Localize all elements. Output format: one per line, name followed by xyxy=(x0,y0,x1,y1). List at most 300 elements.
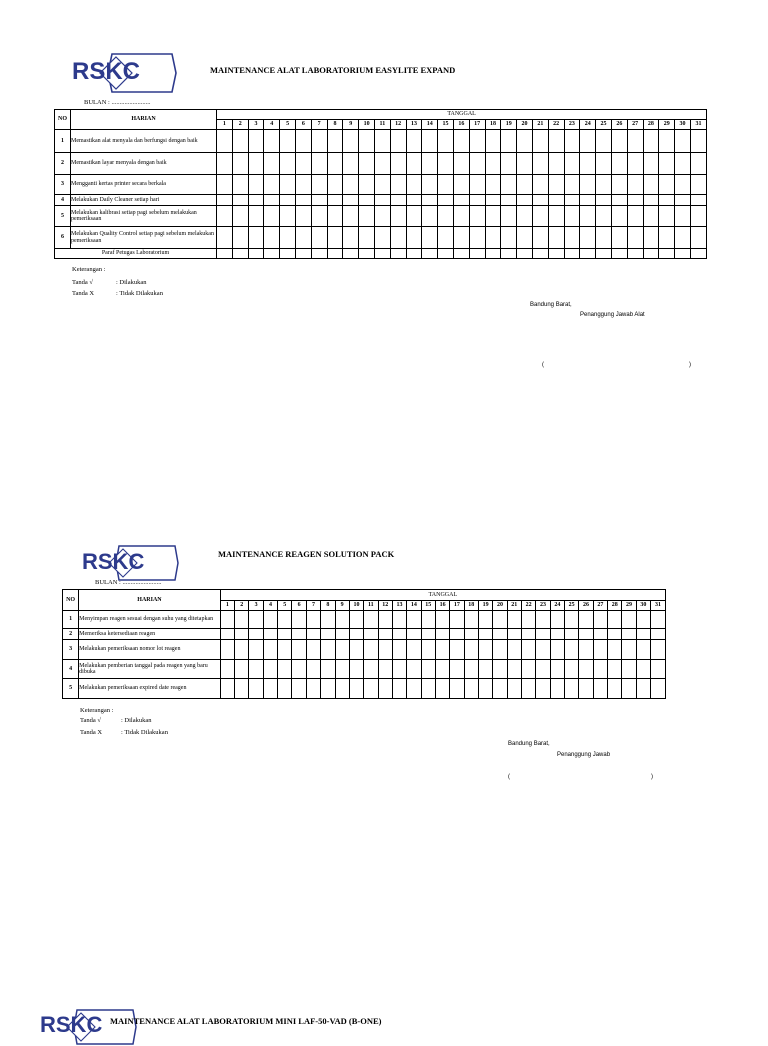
check-cell[interactable] xyxy=(235,660,249,679)
check-cell[interactable] xyxy=(565,640,579,660)
check-cell[interactable] xyxy=(249,640,263,660)
check-cell[interactable] xyxy=(390,130,406,153)
check-cell[interactable] xyxy=(406,195,422,206)
check-cell[interactable] xyxy=(453,206,469,227)
check-cell[interactable] xyxy=(407,660,421,679)
check-cell[interactable] xyxy=(264,175,280,195)
check-cell[interactable] xyxy=(278,679,292,699)
check-cell[interactable] xyxy=(501,130,517,153)
check-cell[interactable] xyxy=(422,227,438,249)
check-cell[interactable] xyxy=(280,130,296,153)
check-cell[interactable] xyxy=(611,227,627,249)
check-cell[interactable] xyxy=(507,629,521,640)
check-cell[interactable] xyxy=(421,679,435,699)
check-cell[interactable] xyxy=(493,660,507,679)
check-cell[interactable] xyxy=(327,206,343,227)
check-cell[interactable] xyxy=(493,640,507,660)
check-cell[interactable] xyxy=(435,660,449,679)
check-cell[interactable] xyxy=(485,153,501,175)
check-cell[interactable] xyxy=(343,130,359,153)
check-cell[interactable] xyxy=(501,206,517,227)
check-cell[interactable] xyxy=(501,249,517,259)
check-cell[interactable] xyxy=(517,249,533,259)
check-cell[interactable] xyxy=(217,153,233,175)
check-cell[interactable] xyxy=(478,660,492,679)
check-cell[interactable] xyxy=(217,206,233,227)
check-cell[interactable] xyxy=(422,249,438,259)
check-cell[interactable] xyxy=(232,206,248,227)
check-cell[interactable] xyxy=(659,206,675,227)
check-cell[interactable] xyxy=(335,640,349,660)
check-cell[interactable] xyxy=(550,640,564,660)
check-cell[interactable] xyxy=(611,206,627,227)
check-cell[interactable] xyxy=(636,640,650,660)
check-cell[interactable] xyxy=(690,195,706,206)
check-cell[interactable] xyxy=(596,206,612,227)
check-cell[interactable] xyxy=(359,153,375,175)
check-cell[interactable] xyxy=(579,640,593,660)
check-cell[interactable] xyxy=(548,153,564,175)
check-cell[interactable] xyxy=(406,153,422,175)
check-cell[interactable] xyxy=(248,195,264,206)
check-cell[interactable] xyxy=(364,660,378,679)
check-cell[interactable] xyxy=(220,679,234,699)
check-cell[interactable] xyxy=(593,679,607,699)
check-cell[interactable] xyxy=(249,660,263,679)
check-cell[interactable] xyxy=(564,227,580,249)
check-cell[interactable] xyxy=(421,660,435,679)
check-cell[interactable] xyxy=(249,679,263,699)
check-cell[interactable] xyxy=(343,227,359,249)
check-cell[interactable] xyxy=(611,249,627,259)
check-cell[interactable] xyxy=(280,227,296,249)
check-cell[interactable] xyxy=(343,249,359,259)
check-cell[interactable] xyxy=(536,660,550,679)
check-cell[interactable] xyxy=(548,130,564,153)
check-cell[interactable] xyxy=(464,611,478,629)
check-cell[interactable] xyxy=(264,249,280,259)
check-cell[interactable] xyxy=(421,640,435,660)
check-cell[interactable] xyxy=(579,679,593,699)
check-cell[interactable] xyxy=(611,195,627,206)
check-cell[interactable] xyxy=(548,175,564,195)
check-cell[interactable] xyxy=(438,206,454,227)
check-cell[interactable] xyxy=(280,175,296,195)
check-cell[interactable] xyxy=(374,227,390,249)
check-cell[interactable] xyxy=(292,640,306,660)
check-cell[interactable] xyxy=(292,660,306,679)
check-cell[interactable] xyxy=(248,227,264,249)
check-cell[interactable] xyxy=(220,629,234,640)
check-cell[interactable] xyxy=(327,153,343,175)
check-cell[interactable] xyxy=(636,629,650,640)
check-cell[interactable] xyxy=(235,640,249,660)
check-cell[interactable] xyxy=(675,175,691,195)
check-cell[interactable] xyxy=(321,640,335,660)
check-cell[interactable] xyxy=(435,629,449,640)
check-cell[interactable] xyxy=(453,175,469,195)
check-cell[interactable] xyxy=(517,195,533,206)
check-cell[interactable] xyxy=(622,640,636,660)
check-cell[interactable] xyxy=(643,175,659,195)
check-cell[interactable] xyxy=(478,629,492,640)
check-cell[interactable] xyxy=(421,611,435,629)
check-cell[interactable] xyxy=(407,611,421,629)
check-cell[interactable] xyxy=(327,175,343,195)
check-cell[interactable] xyxy=(627,195,643,206)
check-cell[interactable] xyxy=(438,175,454,195)
check-cell[interactable] xyxy=(327,249,343,259)
check-cell[interactable] xyxy=(232,153,248,175)
check-cell[interactable] xyxy=(295,249,311,259)
check-cell[interactable] xyxy=(438,249,454,259)
check-cell[interactable] xyxy=(517,130,533,153)
check-cell[interactable] xyxy=(343,195,359,206)
check-cell[interactable] xyxy=(611,130,627,153)
check-cell[interactable] xyxy=(232,227,248,249)
check-cell[interactable] xyxy=(232,195,248,206)
check-cell[interactable] xyxy=(690,130,706,153)
check-cell[interactable] xyxy=(636,660,650,679)
check-cell[interactable] xyxy=(579,660,593,679)
check-cell[interactable] xyxy=(517,153,533,175)
check-cell[interactable] xyxy=(280,249,296,259)
check-cell[interactable] xyxy=(565,611,579,629)
check-cell[interactable] xyxy=(292,679,306,699)
check-cell[interactable] xyxy=(690,175,706,195)
check-cell[interactable] xyxy=(438,153,454,175)
check-cell[interactable] xyxy=(564,249,580,259)
check-cell[interactable] xyxy=(659,175,675,195)
check-cell[interactable] xyxy=(517,175,533,195)
check-cell[interactable] xyxy=(622,660,636,679)
check-cell[interactable] xyxy=(406,175,422,195)
check-cell[interactable] xyxy=(675,153,691,175)
check-cell[interactable] xyxy=(580,249,596,259)
check-cell[interactable] xyxy=(548,206,564,227)
check-cell[interactable] xyxy=(217,130,233,153)
check-cell[interactable] xyxy=(295,130,311,153)
check-cell[interactable] xyxy=(364,611,378,629)
check-cell[interactable] xyxy=(349,640,363,660)
check-cell[interactable] xyxy=(438,195,454,206)
check-cell[interactable] xyxy=(485,130,501,153)
check-cell[interactable] xyxy=(349,629,363,640)
check-cell[interactable] xyxy=(378,611,392,629)
check-cell[interactable] xyxy=(464,629,478,640)
check-cell[interactable] xyxy=(659,227,675,249)
check-cell[interactable] xyxy=(532,130,548,153)
check-cell[interactable] xyxy=(593,611,607,629)
check-cell[interactable] xyxy=(593,629,607,640)
check-cell[interactable] xyxy=(321,611,335,629)
check-cell[interactable] xyxy=(464,679,478,699)
check-cell[interactable] xyxy=(580,227,596,249)
check-cell[interactable] xyxy=(378,640,392,660)
check-cell[interactable] xyxy=(248,249,264,259)
check-cell[interactable] xyxy=(469,195,485,206)
check-cell[interactable] xyxy=(636,679,650,699)
check-cell[interactable] xyxy=(263,640,277,660)
check-cell[interactable] xyxy=(292,611,306,629)
check-cell[interactable] xyxy=(235,679,249,699)
check-cell[interactable] xyxy=(422,206,438,227)
check-cell[interactable] xyxy=(280,206,296,227)
check-cell[interactable] xyxy=(450,640,464,660)
check-cell[interactable] xyxy=(608,679,622,699)
check-cell[interactable] xyxy=(485,195,501,206)
check-cell[interactable] xyxy=(292,629,306,640)
check-cell[interactable] xyxy=(564,175,580,195)
check-cell[interactable] xyxy=(343,206,359,227)
check-cell[interactable] xyxy=(453,227,469,249)
check-cell[interactable] xyxy=(264,195,280,206)
check-cell[interactable] xyxy=(217,249,233,259)
check-cell[interactable] xyxy=(464,640,478,660)
check-cell[interactable] xyxy=(390,195,406,206)
check-cell[interactable] xyxy=(311,206,327,227)
check-cell[interactable] xyxy=(548,227,564,249)
check-cell[interactable] xyxy=(469,153,485,175)
check-cell[interactable] xyxy=(593,640,607,660)
check-cell[interactable] xyxy=(295,195,311,206)
check-cell[interactable] xyxy=(507,660,521,679)
check-cell[interactable] xyxy=(507,611,521,629)
check-cell[interactable] xyxy=(521,611,535,629)
check-cell[interactable] xyxy=(364,640,378,660)
check-cell[interactable] xyxy=(295,153,311,175)
check-cell[interactable] xyxy=(627,249,643,259)
check-cell[interactable] xyxy=(392,629,406,640)
check-cell[interactable] xyxy=(453,195,469,206)
check-cell[interactable] xyxy=(659,130,675,153)
check-cell[interactable] xyxy=(374,195,390,206)
check-cell[interactable] xyxy=(406,249,422,259)
check-cell[interactable] xyxy=(435,640,449,660)
check-cell[interactable] xyxy=(536,679,550,699)
check-cell[interactable] xyxy=(232,130,248,153)
check-cell[interactable] xyxy=(675,130,691,153)
check-cell[interactable] xyxy=(608,640,622,660)
check-cell[interactable] xyxy=(532,153,548,175)
check-cell[interactable] xyxy=(564,153,580,175)
check-cell[interactable] xyxy=(359,249,375,259)
check-cell[interactable] xyxy=(580,130,596,153)
check-cell[interactable] xyxy=(406,227,422,249)
check-cell[interactable] xyxy=(378,660,392,679)
check-cell[interactable] xyxy=(469,227,485,249)
check-cell[interactable] xyxy=(306,611,320,629)
check-cell[interactable] xyxy=(435,679,449,699)
check-cell[interactable] xyxy=(450,611,464,629)
check-cell[interactable] xyxy=(507,640,521,660)
check-cell[interactable] xyxy=(564,195,580,206)
check-cell[interactable] xyxy=(608,611,622,629)
check-cell[interactable] xyxy=(507,679,521,699)
check-cell[interactable] xyxy=(450,629,464,640)
check-cell[interactable] xyxy=(493,611,507,629)
check-cell[interactable] xyxy=(217,175,233,195)
check-cell[interactable] xyxy=(643,227,659,249)
check-cell[interactable] xyxy=(580,206,596,227)
check-cell[interactable] xyxy=(622,629,636,640)
check-cell[interactable] xyxy=(627,206,643,227)
check-cell[interactable] xyxy=(450,679,464,699)
check-cell[interactable] xyxy=(501,175,517,195)
check-cell[interactable] xyxy=(264,227,280,249)
check-cell[interactable] xyxy=(608,629,622,640)
check-cell[interactable] xyxy=(579,629,593,640)
check-cell[interactable] xyxy=(374,130,390,153)
check-cell[interactable] xyxy=(390,227,406,249)
check-cell[interactable] xyxy=(550,679,564,699)
check-cell[interactable] xyxy=(263,679,277,699)
check-cell[interactable] xyxy=(565,660,579,679)
check-cell[interactable] xyxy=(627,153,643,175)
check-cell[interactable] xyxy=(364,679,378,699)
check-cell[interactable] xyxy=(608,660,622,679)
check-cell[interactable] xyxy=(478,611,492,629)
check-cell[interactable] xyxy=(359,175,375,195)
check-cell[interactable] xyxy=(422,130,438,153)
check-cell[interactable] xyxy=(306,629,320,640)
check-cell[interactable] xyxy=(335,679,349,699)
check-cell[interactable] xyxy=(390,206,406,227)
check-cell[interactable] xyxy=(564,206,580,227)
check-cell[interactable] xyxy=(311,153,327,175)
check-cell[interactable] xyxy=(636,611,650,629)
check-cell[interactable] xyxy=(651,660,666,679)
check-cell[interactable] xyxy=(532,175,548,195)
check-cell[interactable] xyxy=(248,130,264,153)
check-cell[interactable] xyxy=(536,629,550,640)
check-cell[interactable] xyxy=(421,629,435,640)
check-cell[interactable] xyxy=(453,153,469,175)
check-cell[interactable] xyxy=(390,175,406,195)
check-cell[interactable] xyxy=(493,629,507,640)
check-cell[interactable] xyxy=(264,153,280,175)
check-cell[interactable] xyxy=(220,640,234,660)
check-cell[interactable] xyxy=(643,153,659,175)
check-cell[interactable] xyxy=(390,249,406,259)
check-cell[interactable] xyxy=(485,175,501,195)
check-cell[interactable] xyxy=(675,227,691,249)
check-cell[interactable] xyxy=(493,679,507,699)
check-cell[interactable] xyxy=(651,679,666,699)
check-cell[interactable] xyxy=(536,611,550,629)
check-cell[interactable] xyxy=(469,249,485,259)
check-cell[interactable] xyxy=(596,130,612,153)
check-cell[interactable] xyxy=(501,227,517,249)
check-cell[interactable] xyxy=(311,195,327,206)
check-cell[interactable] xyxy=(596,195,612,206)
check-cell[interactable] xyxy=(217,227,233,249)
check-cell[interactable] xyxy=(435,611,449,629)
check-cell[interactable] xyxy=(611,175,627,195)
check-cell[interactable] xyxy=(359,195,375,206)
check-cell[interactable] xyxy=(469,206,485,227)
check-cell[interactable] xyxy=(263,629,277,640)
check-cell[interactable] xyxy=(501,153,517,175)
check-cell[interactable] xyxy=(550,660,564,679)
check-cell[interactable] xyxy=(536,640,550,660)
check-cell[interactable] xyxy=(263,611,277,629)
check-cell[interactable] xyxy=(295,227,311,249)
check-cell[interactable] xyxy=(596,227,612,249)
check-cell[interactable] xyxy=(359,206,375,227)
check-cell[interactable] xyxy=(422,175,438,195)
check-cell[interactable] xyxy=(548,249,564,259)
check-cell[interactable] xyxy=(280,195,296,206)
check-cell[interactable] xyxy=(311,175,327,195)
check-cell[interactable] xyxy=(532,249,548,259)
check-cell[interactable] xyxy=(565,629,579,640)
check-cell[interactable] xyxy=(651,629,666,640)
check-cell[interactable] xyxy=(280,153,296,175)
check-cell[interactable] xyxy=(407,629,421,640)
check-cell[interactable] xyxy=(392,611,406,629)
check-cell[interactable] xyxy=(335,660,349,679)
check-cell[interactable] xyxy=(643,249,659,259)
check-cell[interactable] xyxy=(406,130,422,153)
check-cell[interactable] xyxy=(248,206,264,227)
check-cell[interactable] xyxy=(248,175,264,195)
check-cell[interactable] xyxy=(453,249,469,259)
check-cell[interactable] xyxy=(232,249,248,259)
check-cell[interactable] xyxy=(548,195,564,206)
check-cell[interactable] xyxy=(374,206,390,227)
check-cell[interactable] xyxy=(565,679,579,699)
check-cell[interactable] xyxy=(643,195,659,206)
check-cell[interactable] xyxy=(321,679,335,699)
check-cell[interactable] xyxy=(374,175,390,195)
check-cell[interactable] xyxy=(651,611,666,629)
check-cell[interactable] xyxy=(407,640,421,660)
check-cell[interactable] xyxy=(311,227,327,249)
check-cell[interactable] xyxy=(453,130,469,153)
check-cell[interactable] xyxy=(532,206,548,227)
check-cell[interactable] xyxy=(521,660,535,679)
check-cell[interactable] xyxy=(249,611,263,629)
check-cell[interactable] xyxy=(335,611,349,629)
check-cell[interactable] xyxy=(690,249,706,259)
check-cell[interactable] xyxy=(295,206,311,227)
check-cell[interactable] xyxy=(438,227,454,249)
check-cell[interactable] xyxy=(306,660,320,679)
check-cell[interactable] xyxy=(651,640,666,660)
check-cell[interactable] xyxy=(264,206,280,227)
check-cell[interactable] xyxy=(327,195,343,206)
check-cell[interactable] xyxy=(485,249,501,259)
check-cell[interactable] xyxy=(220,660,234,679)
check-cell[interactable] xyxy=(532,227,548,249)
check-cell[interactable] xyxy=(349,679,363,699)
check-cell[interactable] xyxy=(278,660,292,679)
check-cell[interactable] xyxy=(580,195,596,206)
check-cell[interactable] xyxy=(374,153,390,175)
check-cell[interactable] xyxy=(327,227,343,249)
check-cell[interactable] xyxy=(311,130,327,153)
check-cell[interactable] xyxy=(485,206,501,227)
check-cell[interactable] xyxy=(690,153,706,175)
check-cell[interactable] xyxy=(564,130,580,153)
check-cell[interactable] xyxy=(675,195,691,206)
check-cell[interactable] xyxy=(596,249,612,259)
check-cell[interactable] xyxy=(278,611,292,629)
check-cell[interactable] xyxy=(349,611,363,629)
check-cell[interactable] xyxy=(422,153,438,175)
check-cell[interactable] xyxy=(374,249,390,259)
